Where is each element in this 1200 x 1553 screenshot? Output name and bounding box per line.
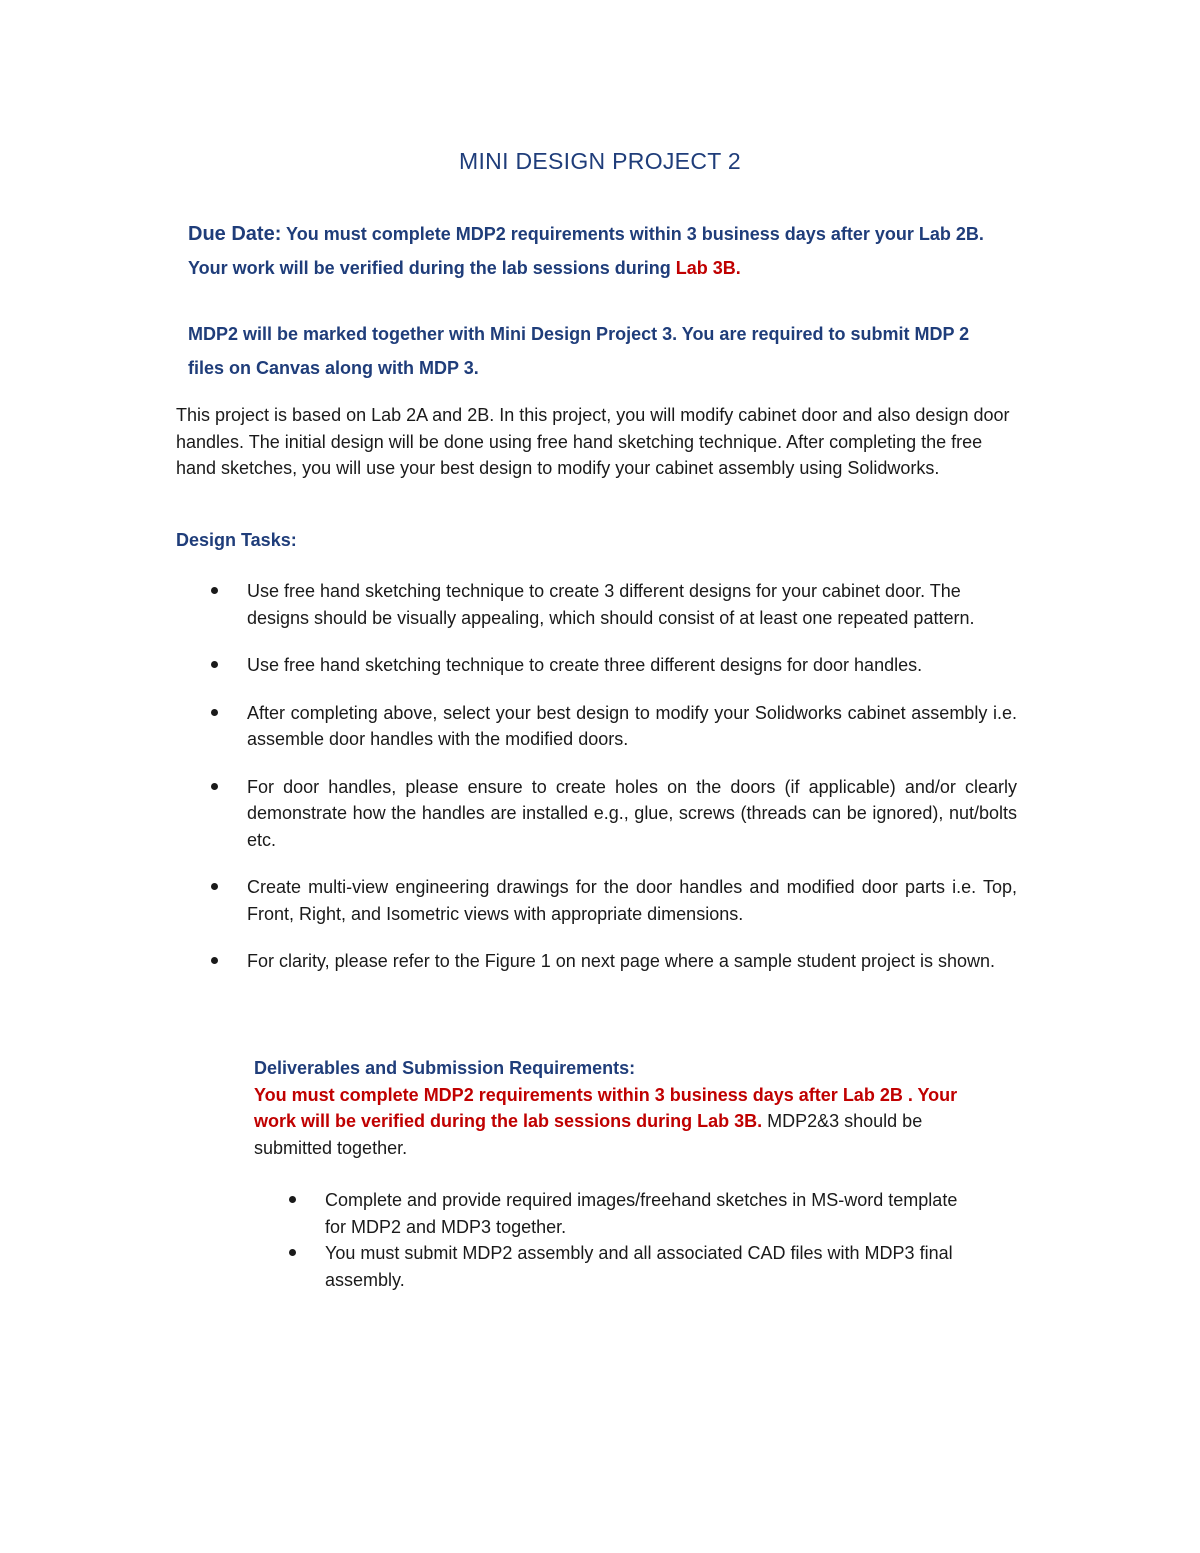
list-item-text: Create multi-view engineering drawings for the door handles and modified door parts i.e. Top, Front, Right, and Isometric views with appropriate dimensions. <box>247 877 1017 924</box>
list-item-text: For clarity, please refer to the Figure 1 on next page where a sample student project is shown. <box>247 951 996 971</box>
list-item-text: Use free hand sketching technique to create three different designs for door handles. <box>247 655 923 675</box>
deliverables-heading: Deliverables and Submission Requirements: <box>254 1058 636 1078</box>
bullet-icon <box>211 587 218 594</box>
design-tasks-heading: Design Tasks: <box>176 530 297 550</box>
intro-paragraph: This project is based on Lab 2A and 2B. In this project, you will modify cabinet door and also design door handles. The initial design will be done using free hand sketching technique. After completing the free hand sketches, you will use your best design to modify your cabinet assembly using Solidworks. <box>176 405 1010 478</box>
list-item-text: You must submit MDP2 assembly and all associated CAD files with MDP3 final assembly. <box>325 1243 953 1290</box>
list-item-text: For door handles, please ensure to create holes on the doors (if applicable) and/or clearly demonstrate how the handles are installed e.g., glue, screws (threads can be ignored), nut/bolts etc. <box>247 776 1017 850</box>
bullet-icon <box>211 661 218 668</box>
bullet-icon <box>211 883 218 890</box>
bullet-icon <box>211 957 218 964</box>
list-item <box>0 774 1200 854</box>
due-date-label: Due Date: <box>188 223 282 245</box>
bullet-icon <box>289 1249 296 1256</box>
deliverables-paragraph <box>254 1082 994 1162</box>
deliverables-list <box>0 1187 1200 1293</box>
list-item <box>0 874 1200 927</box>
list-item-text: After completing above, select your best design to modify your Solidworks cabinet assembly i.e. assemble door handles with the modified doors. <box>247 702 1017 749</box>
deliverables-note: MDP2&3 should be submitted together. <box>254 1111 923 1158</box>
bullet-icon <box>289 1196 296 1203</box>
page-title: MINI DESIGN PROJECT 2 <box>459 148 741 174</box>
mdp-note: MDP2 will be marked together with Mini Design Project 3. You are required to submit MDP 2 files on Canvas along with MDP 3. <box>188 324 970 378</box>
list-item-text: Complete and provide required images/freehand sketches in MS-word template for MDP2 and MDP3 together. <box>325 1190 958 1237</box>
due-date-paragraph <box>188 217 988 285</box>
list-item <box>0 578 1200 631</box>
list-item-text: Use free hand sketching technique to create 3 different designs for your cabinet door. The designs should be visually appealing, which should consist of at least one repeated pattern. <box>247 581 975 628</box>
bullet-icon <box>211 783 218 790</box>
design-tasks-list <box>0 578 1200 996</box>
list-item <box>0 652 1200 679</box>
deliverables-requirement: You must complete MDP2 requirements within 3 business days after Lab 2B . Your work will be verified during the lab sessions during Lab 3B. <box>254 1084 958 1131</box>
list-item <box>0 1240 1200 1293</box>
due-date-text: You must complete MDP2 requirements within 3 business days after your Lab 2B. Your work will be verified during the lab sessions during <box>188 224 984 278</box>
bullet-icon <box>211 709 218 716</box>
list-item <box>0 700 1200 753</box>
list-item <box>0 1187 1200 1240</box>
deliverables-section <box>254 1055 994 1161</box>
list-item <box>0 948 1200 975</box>
due-date-lab-ref: Lab 3B. <box>675 258 741 278</box>
